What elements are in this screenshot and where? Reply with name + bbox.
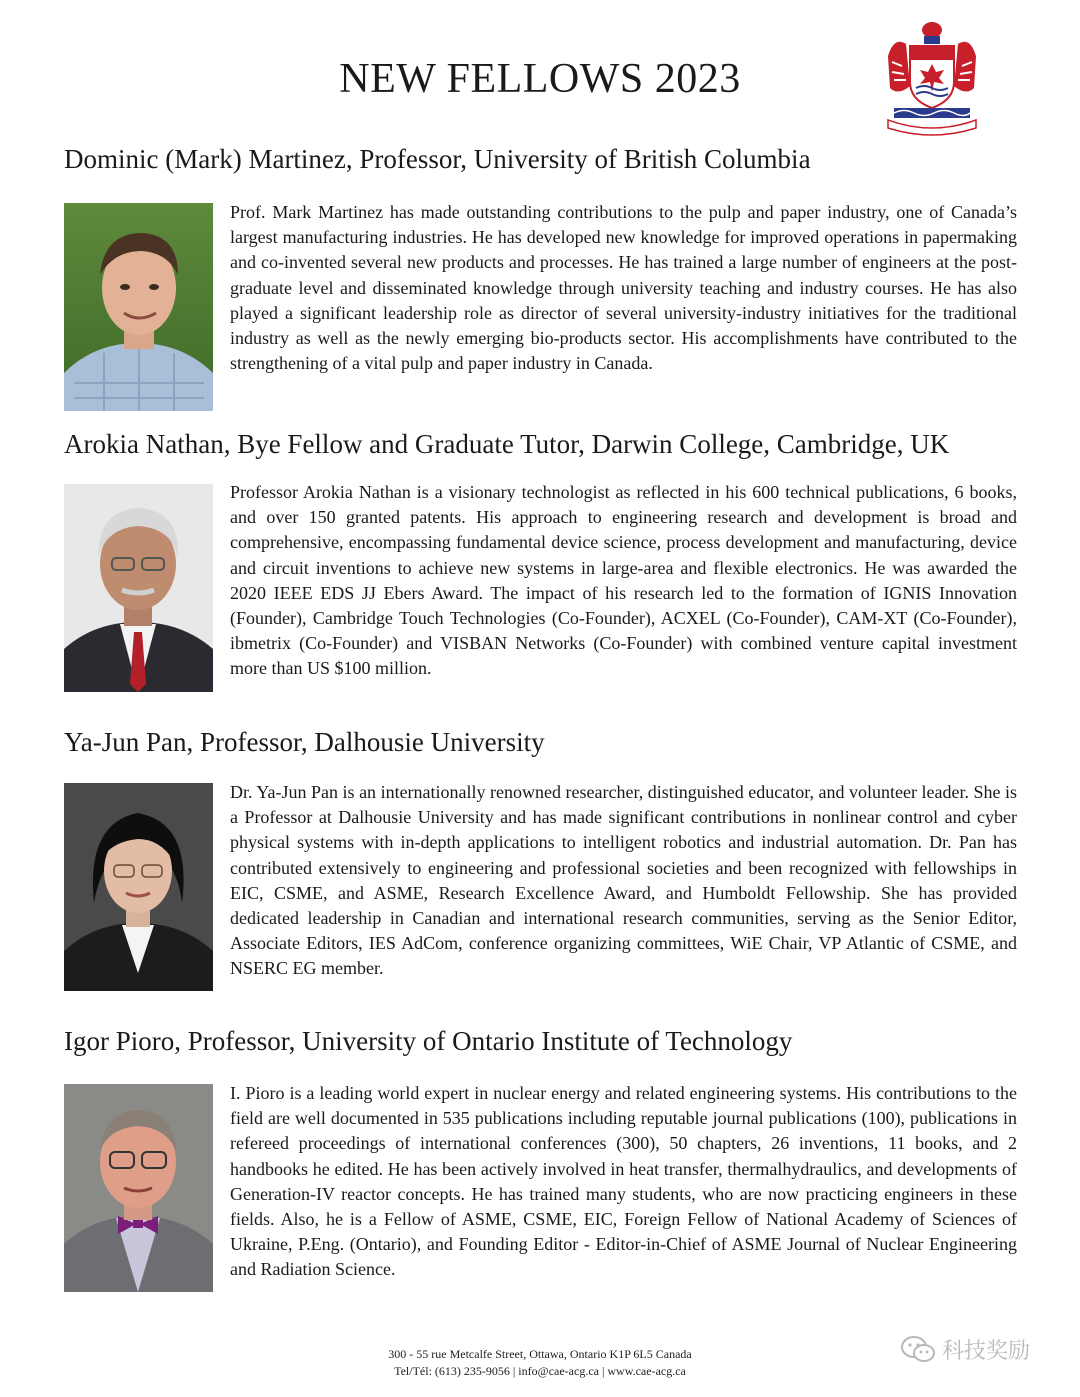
fellow-portrait-photo: [64, 484, 213, 692]
wechat-icon: [900, 1335, 936, 1365]
fellow-bio: I. Pioro is a leading world expert in nuclear energy and related engineering systems. His contributions to the field are well documented in 535 publications including reputable journal publications (100), publications in refereed proceedings of international conferences (300), 50 chapters, 26 inventions, 11 books, and 2 handbooks he edited. He has been actively involved in heat transfer, thermalhydraulics, and developments of Generation-IV reactor concepts. He has trained many students, who are now practicing engineers in these fields. Also, he is a Fellow of ASME, CSME, EIC, Foreign Fellow of National Academy of Sciences of Ukraine, P.Eng. (Ontario), and Founding Editor - Editor-in-Chief of ASME Journal of Nuclear Engineering and Radiation Science.: [230, 1083, 1017, 1280]
page-title: NEW FELLOWS 2023: [339, 56, 741, 102]
watermark-text: 科技奖励: [942, 1339, 1031, 1364]
fellow-bio: Prof. Mark Martinez has made outstanding contributions to the pulp and paper industry, one of Canada’s largest manufacturing industries. He has developed new knowledge for improved operations in papermaking and co-invented several new products and processes. He has trained a large number of engineers at the post-graduate level and disseminated knowledge through university teaching and industry courses. He has also played a significant leadership role as director of several university-industry initiatives for the traditional industry as well as the newly emerging bio-products sector. His accomplishments have contributed to the strengthening of a vital pulp and paper industry in Canada.: [230, 202, 1017, 374]
footer-contact: Tel/Tél: (613) 235-9056 | info@cae-acg.ca | www.cae-acg.ca: [394, 1364, 686, 1378]
fellow-name-heading: Arokia Nathan, Bye Fellow and Graduate Tutor, Darwin College, Cambridge, UK: [64, 429, 950, 459]
footer-address: 300 - 55 rue Metcalfe Street, Ottawa, Ontario K1P 6L5 Canada: [388, 1347, 692, 1361]
fellow-bio: Professor Arokia Nathan is a visionary technologist as reflected in his 600 technical publications, 6 books, and over 150 granted patents. His approach to engineering research and development is broad and comprehensive, encompassing fundamental device science, process development and manufacturing, device and circuit inventions to achieve new systems in large-area and flexible electronics. He was awarded the 2020 IEEE EDS JJ Ebers Award. The impact of his research led to the formation of IGNIS Innovation (Founder), Cambridge Touch Technologies (Co-Founder), ACXEL (Co-Founder), CAM-XT (Co-Founder), ibmetrix (Co-Founder) and VISBAN Networks (Co-Founder) with combined venture capital investment more than US $100 million.: [230, 482, 1017, 679]
fellow-bio: Dr. Ya-Jun Pan is an internationally renowned researcher, distinguished educator, and volunteer leader. She is a Professor at Dalhousie University and has made significant contributions in nonlinear control and cyber physical systems with in-depth applications to intelligent robotics and industrial automation. Dr. Pan has contributed extensively to engineering and professional societies and been recognized with fellowships in EIC, CSME, and ASME, Research Excellence Award, and Humboldt Fellowship. She has provided dedicated leadership in Canadian and international research communities, serving as the Senior Editor, Associate Editors, IES AdCom, conference organizing committees, WiE Chair, VP Atlantic of CSME, and NSERC EG member.: [230, 782, 1017, 979]
fellow-name-heading: Igor Pioro, Professor, University of Ontario Institute of Technology: [64, 1026, 793, 1056]
fellow-portrait-photo: [64, 783, 213, 991]
fellow-portrait-photo: [64, 203, 213, 411]
fellow-name-heading: Dominic (Mark) Martinez, Professor, University of British Columbia: [64, 144, 811, 174]
watermark: [900, 1334, 1030, 1365]
academy-crest-logo: [884, 16, 980, 136]
fellow-portrait-photo: [64, 1084, 213, 1292]
fellow-name-heading: Ya-Jun Pan, Professor, Dalhousie University: [64, 727, 545, 757]
